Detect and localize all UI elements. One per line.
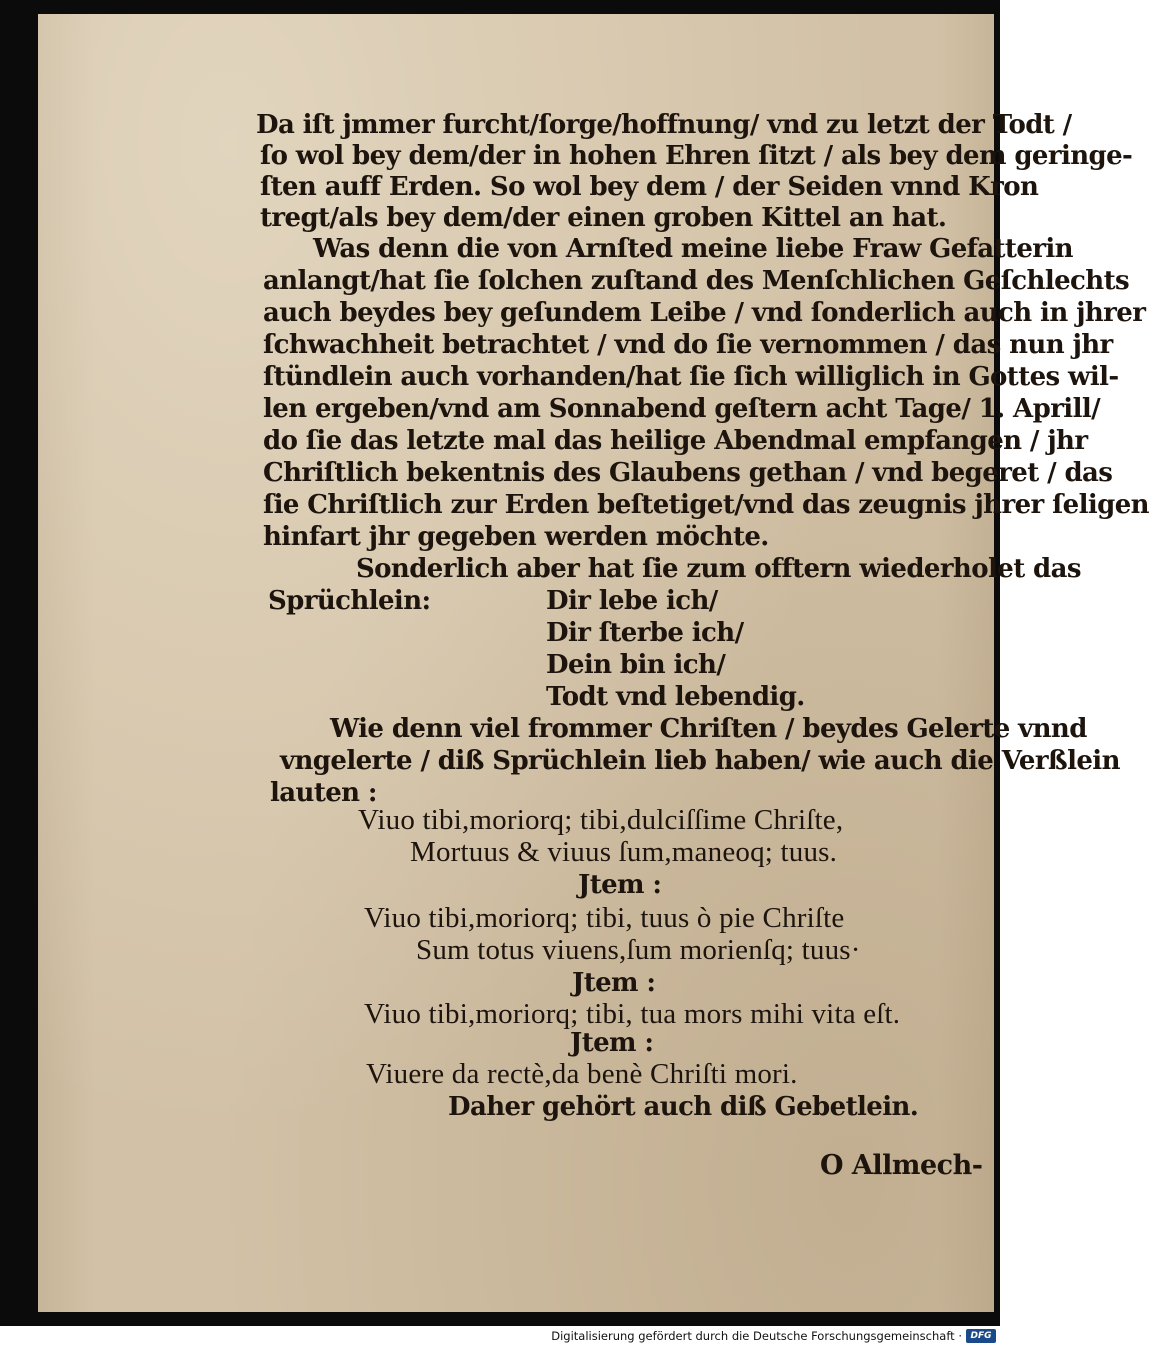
text-line: ſtündlein auch vorhanden/hat ſie ſich williglich in Gottes wil- — [263, 362, 1119, 392]
footer-bar — [0, 1326, 1000, 1348]
text-line: Daher gehört auch diß Gebetlein. — [448, 1092, 919, 1122]
text-line: len ergeben/vnd am Sonnabend geſtern acht Tage/ 1. Aprill/ — [263, 394, 1101, 424]
latin-verse-line: Viuo tibi,moriorq; tibi, tuus ò pie Chriſte — [364, 902, 845, 934]
text-line: Was denn die von Arnſted meine liebe Fraw Gefatterin — [313, 234, 1073, 264]
catchword: O Allmech- — [820, 1150, 983, 1181]
text-line: Wie denn viel frommer Chriſten / beydes Gelerte vnnd — [330, 714, 1087, 744]
funding-credit: Digitalisierung gefördert durch die Deutsche Forschungsgemeinschaft · — [551, 1329, 962, 1343]
item-heading: Jtem : — [578, 870, 662, 900]
text-line: do ſie das letzte mal das heilige Abendmal empfangen / jhr — [263, 426, 1088, 456]
text-line: ſo wol bey dem/der in hohen Ehren ſitzt / als bey dem geringe- — [260, 141, 1133, 171]
text-line: ſten auff Erden. So wol bey dem / der Seiden vnnd Kron — [260, 172, 1039, 202]
latin-verse-line: Mortuus & viuus ſum,maneoq; tuus. — [410, 836, 838, 868]
dfg-logo: DFG — [966, 1329, 996, 1343]
verse-line: Dein bin ich/ — [546, 650, 726, 680]
text-line: Da iſt jmmer furcht/ſorge/hoffnung/ vnd zu letzt der Todt / — [256, 110, 1072, 140]
text-line: lauten : — [270, 778, 377, 808]
text-line: anlangt/hat ſie ſolchen zuſtand des Menſchlichen Geſchlechts — [263, 266, 1130, 296]
verse-line: Dir lebe ich/ — [546, 586, 718, 616]
text-line: tregt/als bey dem/der einen groben Kittel an hat. — [260, 203, 947, 233]
item-heading: Jtem : — [572, 968, 656, 998]
verse-line: Dir ſterbe ich/ — [546, 618, 744, 648]
book-page — [38, 14, 1149, 1312]
text-line: vngelerte / diß Sprüchlein lieb haben/ wie auch die Verßlein — [280, 746, 1120, 776]
text-line: ſchwachheit betrachtet / vnd do ſie vernommen / das nun jhr — [263, 330, 1113, 360]
page-text — [38, 14, 1149, 1312]
latin-verse-line: Viuo tibi,moriorq; tibi,dulciſſime Chriſte, — [358, 804, 844, 836]
text-line: auch beydes bey geſundem Leibe / vnd ſonderlich auch in jhrer — [263, 298, 1146, 328]
verse-line: Todt vnd lebendig. — [546, 682, 805, 712]
latin-verse-line: Viuere da rectè,da benè Chriſti mori. — [366, 1058, 798, 1090]
text-line: Sonderlich aber hat ſie zum offtern wiederholet das — [356, 554, 1081, 584]
item-heading: Jtem : — [570, 1028, 654, 1058]
text-line: Sprüchlein: — [268, 586, 431, 616]
text-line: hinfart jhr gegeben werden möchte. — [263, 522, 769, 552]
text-line: Chriſtlich bekentnis des Glaubens gethan / vnd begeret / das — [263, 458, 1113, 488]
latin-verse-line: Viuo tibi,moriorq; tibi, tua mors mihi vita eſt. — [364, 998, 901, 1030]
text-line: ſie Chriſtlich zur Erden beſtetiget/vnd das zeugnis jhrer ſeligen — [263, 490, 1149, 520]
latin-verse-line: Sum totus viuens,ſum morienſq; tuus· — [416, 934, 861, 966]
